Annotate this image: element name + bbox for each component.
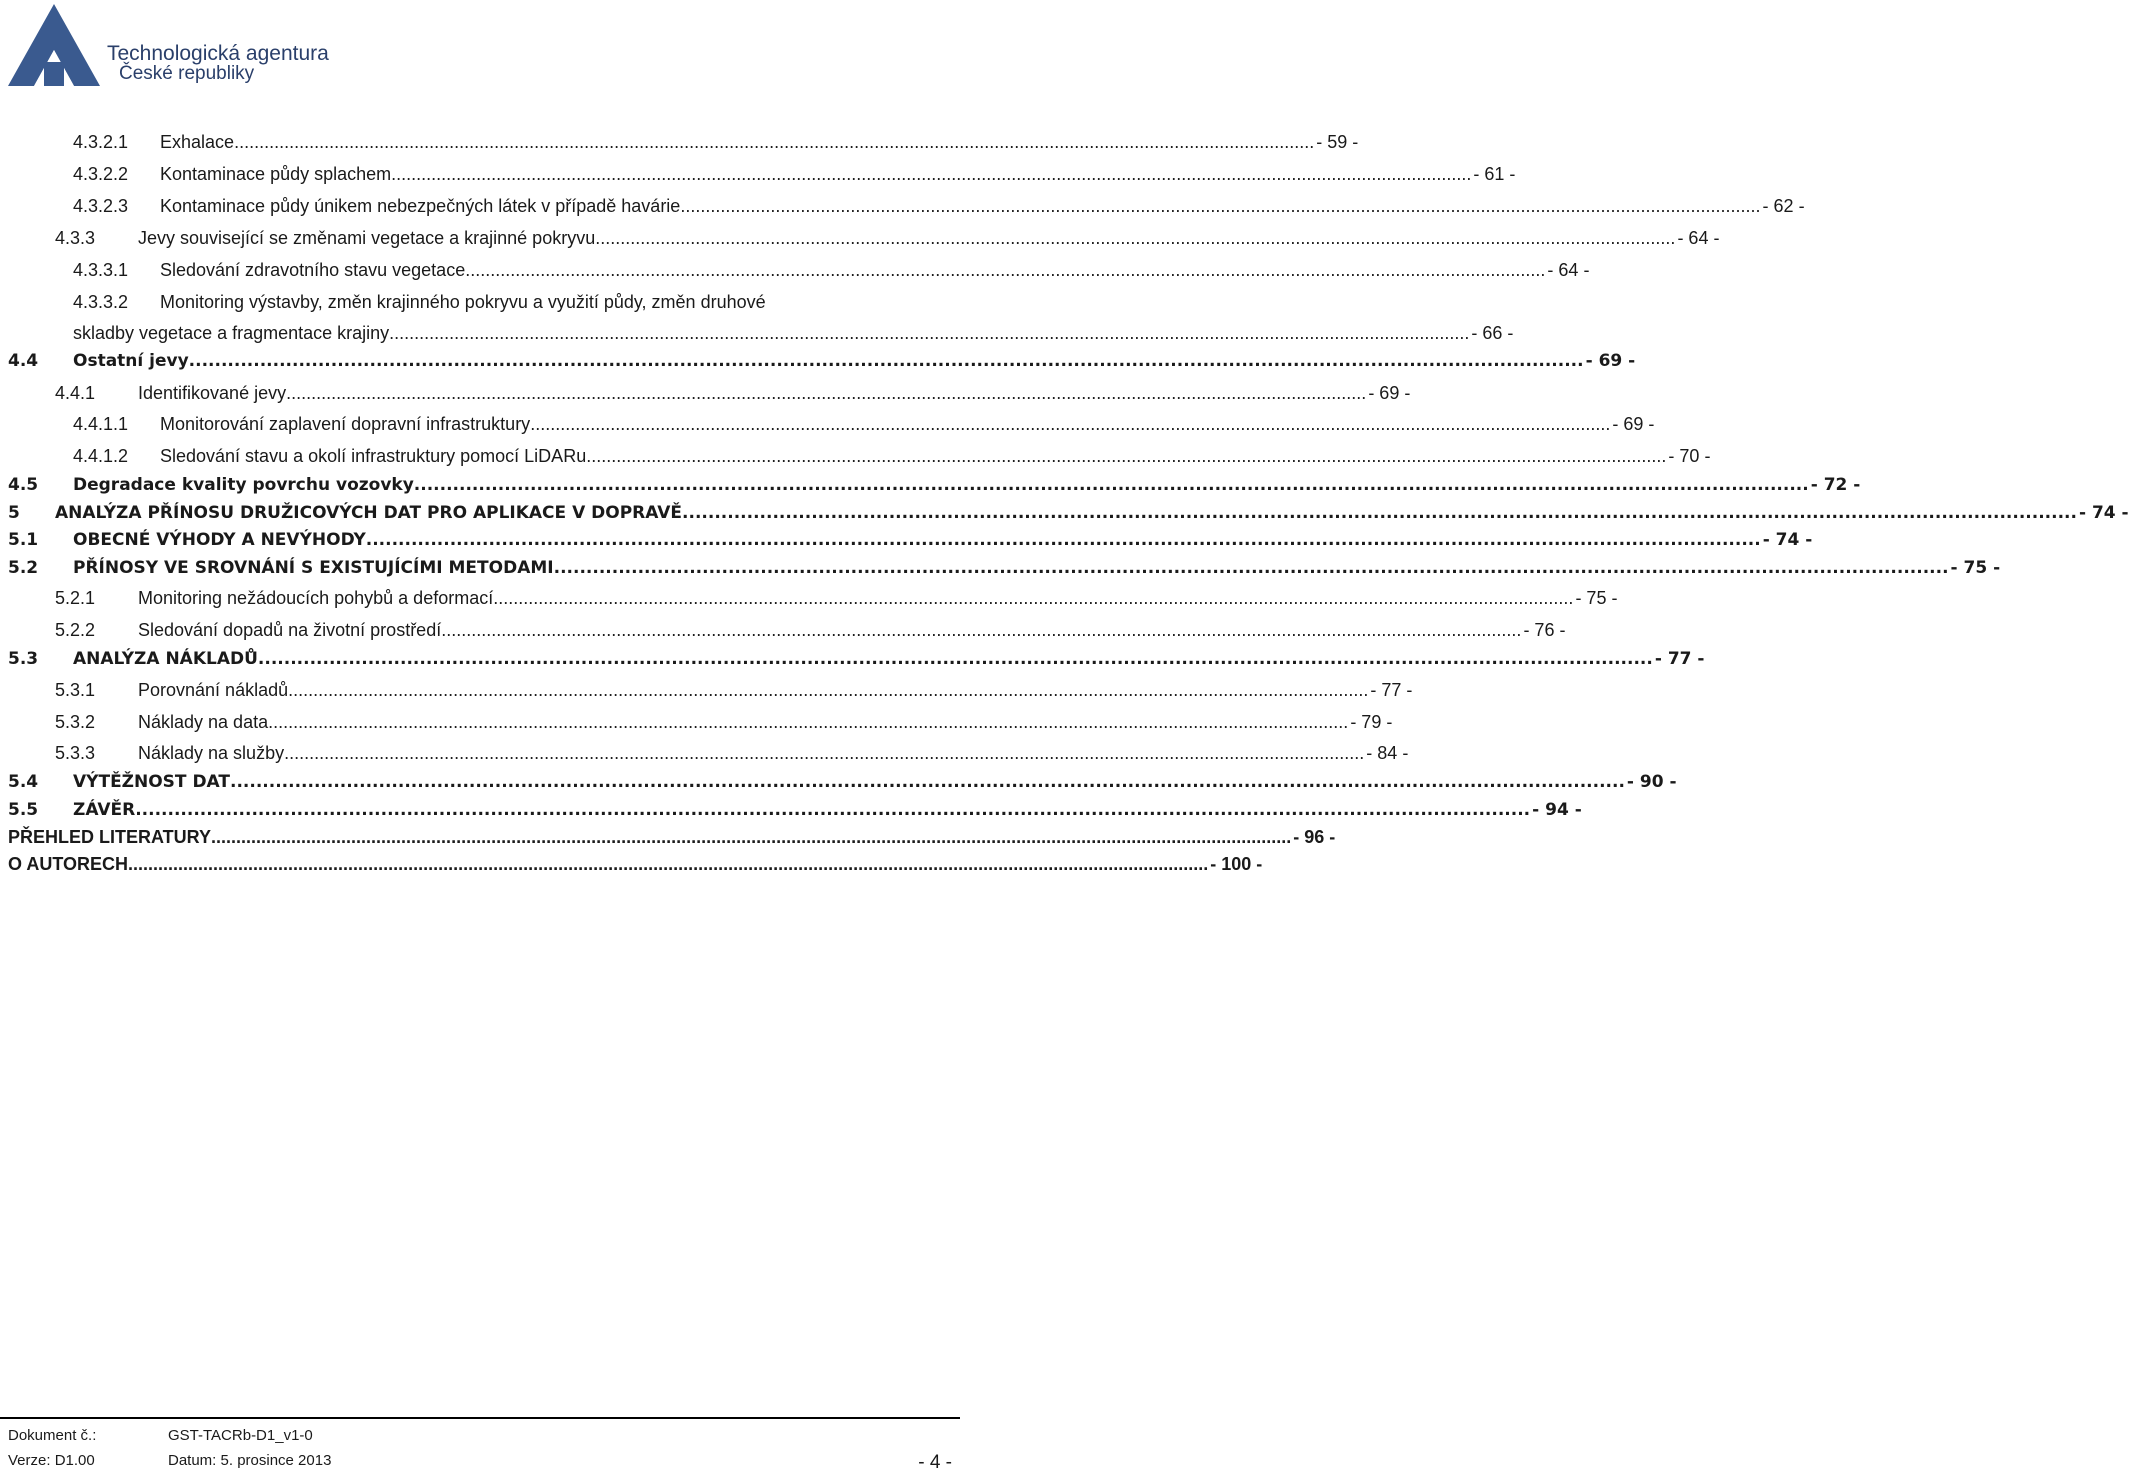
toc-title: O AUTORECH xyxy=(8,854,129,874)
toc-entry[interactable] xyxy=(8,797,1582,823)
toc-number: 4.3.2.1 xyxy=(73,132,129,152)
toc-leader xyxy=(128,851,1208,877)
footer-date: Datum: 5. prosince 2013 xyxy=(168,1452,332,1469)
toc-page: - 72 - xyxy=(1810,475,1861,495)
toc-page: - 84 - xyxy=(1366,743,1409,763)
toc-leader xyxy=(389,320,1469,346)
toc-number: 4.3.2.3 xyxy=(73,196,129,216)
toc-title: Degradace kvality povrchu vozovky xyxy=(73,475,414,495)
toc-title: Náklady na data xyxy=(138,712,269,732)
toc-entry[interactable] xyxy=(73,443,1711,469)
toc-entry[interactable] xyxy=(8,527,1813,553)
footer-version: Verze: D1.00 xyxy=(8,1452,95,1469)
toc-number: 5.3.1 xyxy=(55,680,96,700)
toc-entry[interactable] xyxy=(55,585,1618,611)
toc-number: 5.4 xyxy=(8,772,39,792)
agency-logo-icon xyxy=(4,0,104,90)
toc-entry-continuation[interactable] xyxy=(73,320,1514,346)
toc-leader xyxy=(211,824,1291,850)
toc-title: Exhalace xyxy=(160,132,235,152)
toc-entry[interactable] xyxy=(8,769,1677,795)
toc-number: 4.4.1 xyxy=(55,383,96,403)
toc-leader xyxy=(391,161,1471,187)
toc-leader xyxy=(554,555,1949,581)
toc-leader xyxy=(234,129,1314,155)
toc-entry[interactable] xyxy=(73,161,1516,187)
toc-entry[interactable] xyxy=(8,500,2129,526)
footer-doc-value: GST-TACRb-D1_v1-0 xyxy=(168,1427,313,1444)
toc-leader xyxy=(595,225,1675,251)
toc-page: - 61 - xyxy=(1473,164,1516,184)
toc-entry[interactable] xyxy=(8,348,1636,374)
toc-title: ZÁVĚR xyxy=(73,800,136,820)
toc-entry[interactable] xyxy=(8,472,1861,498)
toc-page: - 69 - xyxy=(1368,383,1411,403)
toc-page: - 100 - xyxy=(1210,854,1263,874)
toc-title: Sledování dopadů na životní prostředí xyxy=(138,620,442,640)
toc-number: 5.3.2 xyxy=(55,712,96,732)
toc-title: Identifikované jevy xyxy=(138,383,287,403)
toc-page: - 62 - xyxy=(1762,196,1805,216)
toc-number: 4.3.3.2 xyxy=(73,292,129,312)
toc-number: 5.5 xyxy=(8,800,39,820)
toc-number: 4.5 xyxy=(8,475,39,495)
toc-page: - 79 - xyxy=(1350,712,1393,732)
toc-leader xyxy=(284,740,1364,766)
toc-leader xyxy=(288,677,1368,703)
toc-number: 4.3.3.1 xyxy=(73,260,129,280)
toc-entry[interactable] xyxy=(73,257,1590,283)
toc-page: - 94 - xyxy=(1532,800,1582,820)
footer-divider xyxy=(0,1417,960,1419)
toc-entry[interactable] xyxy=(73,289,880,315)
toc-number: 4.3.2.2 xyxy=(73,164,129,184)
toc-number: 4.4.1.1 xyxy=(73,414,129,434)
toc-title: Sledování zdravotního stavu vegetace xyxy=(160,260,466,280)
toc-entry[interactable] xyxy=(73,411,1655,437)
toc-number: 4.4.1.2 xyxy=(73,446,129,466)
toc-leader xyxy=(414,472,1809,498)
toc-number: 5.3 xyxy=(8,649,39,669)
toc-number: 5.3.3 xyxy=(55,743,96,763)
toc-title: Monitorování zaplavení dopravní infrastruktury xyxy=(160,414,531,434)
toc-leader xyxy=(230,769,1625,795)
toc-number: 4.4 xyxy=(8,351,39,371)
toc-entry[interactable] xyxy=(55,677,1413,703)
toc-page: - 90 - xyxy=(1626,772,1677,792)
toc-page: - 76 - xyxy=(1523,620,1566,640)
toc-title: Ostatní jevy xyxy=(73,351,189,371)
toc-title: Kontaminace půdy únikem nebezpečných látek v případě havárie xyxy=(160,196,681,216)
toc-number: 5.2 xyxy=(8,558,39,578)
toc-page: - 69 - xyxy=(1585,351,1636,371)
toc-page: - 74 - xyxy=(2078,503,2129,523)
toc-entry[interactable] xyxy=(8,646,1705,672)
toc-leader xyxy=(586,443,1666,469)
toc-number: 5.2.1 xyxy=(55,588,96,608)
toc-entry[interactable] xyxy=(55,225,1720,251)
toc-leader xyxy=(493,585,1573,611)
toc-title: PŘEHLED LITERATURY xyxy=(8,827,212,847)
toc-title: Náklady na služby xyxy=(138,743,285,763)
toc-entry[interactable] xyxy=(8,555,2001,581)
toc-leader xyxy=(286,380,1366,406)
toc-leader xyxy=(530,411,1610,437)
toc-page: - 77 - xyxy=(1370,680,1413,700)
logo-line-1: Technologická agentura xyxy=(107,42,329,65)
toc-number: 4.3.3 xyxy=(55,228,96,248)
toc-title: Sledování stavu a okolí infrastruktury pomocí LiDARu xyxy=(160,446,587,466)
toc-page: - 66 - xyxy=(1471,323,1514,343)
toc-page: - 74 - xyxy=(1762,530,1813,550)
toc-title: PŘÍNOSY VE SROVNÁNÍ S EXISTUJÍCÍMI METODAMI xyxy=(73,558,554,578)
toc-page: - 64 - xyxy=(1677,228,1720,248)
toc-leader xyxy=(441,617,1521,643)
footer-doc-label: Dokument č.: xyxy=(8,1427,97,1444)
toc-title: Monitoring výstavby, změn krajinného pokryvu a využití půdy, změn druhové xyxy=(160,292,766,312)
toc-page: - 96 - xyxy=(1293,827,1336,847)
toc-title: VÝTĚŽNOST DAT xyxy=(73,772,230,792)
toc-title: ANALÝZA PŘÍNOSU DRUŽICOVÝCH DAT PRO APLIKACE V DOPRAVĚ xyxy=(55,503,683,523)
toc-title: Jevy související se změnami vegetace a krajinné pokryvu xyxy=(138,228,596,248)
toc-leader xyxy=(465,257,1545,283)
toc-leader xyxy=(366,527,1761,553)
toc-leader xyxy=(680,193,1760,219)
toc-number: 5.2.2 xyxy=(55,620,96,640)
toc-title-continuation: skladby vegetace a fragmentace krajiny xyxy=(73,323,390,343)
toc-leader xyxy=(258,646,1653,672)
toc-entry[interactable] xyxy=(73,193,1805,219)
toc-leader xyxy=(135,797,1530,823)
toc-entry[interactable] xyxy=(8,824,1336,850)
toc-entry[interactable] xyxy=(55,617,1566,643)
toc-page: - 75 - xyxy=(1950,558,2001,578)
toc-page: - 59 - xyxy=(1316,132,1359,152)
toc-title: ANALÝZA NÁKLADŮ xyxy=(73,649,258,669)
toc-entry[interactable] xyxy=(55,740,1409,766)
toc-title: Monitoring nežádoucích pohybů a deformací xyxy=(138,588,494,608)
toc-title: Kontaminace půdy splachem xyxy=(160,164,392,184)
toc-page: - 77 - xyxy=(1654,649,1705,669)
page-number: - 4 - xyxy=(918,1452,952,1473)
toc-title: Porovnání nákladů xyxy=(138,680,289,700)
logo-line-2: České republiky xyxy=(119,63,255,84)
toc-leader xyxy=(189,348,1584,374)
toc-leader xyxy=(682,500,2077,526)
toc-title: OBECNÉ VÝHODY A NEVÝHODY xyxy=(73,530,366,550)
toc-number: 5.1 xyxy=(8,530,39,550)
toc-number: 5 xyxy=(8,503,20,523)
toc-entry[interactable] xyxy=(55,380,1411,406)
toc-entry[interactable] xyxy=(55,709,1393,735)
toc-page: - 75 - xyxy=(1575,588,1618,608)
toc-entry[interactable] xyxy=(73,129,1359,155)
toc-page: - 64 - xyxy=(1547,260,1590,280)
toc-page: - 69 - xyxy=(1612,414,1655,434)
toc-entry[interactable] xyxy=(8,851,1263,877)
toc-page: - 70 - xyxy=(1668,446,1711,466)
toc-leader xyxy=(268,709,1348,735)
